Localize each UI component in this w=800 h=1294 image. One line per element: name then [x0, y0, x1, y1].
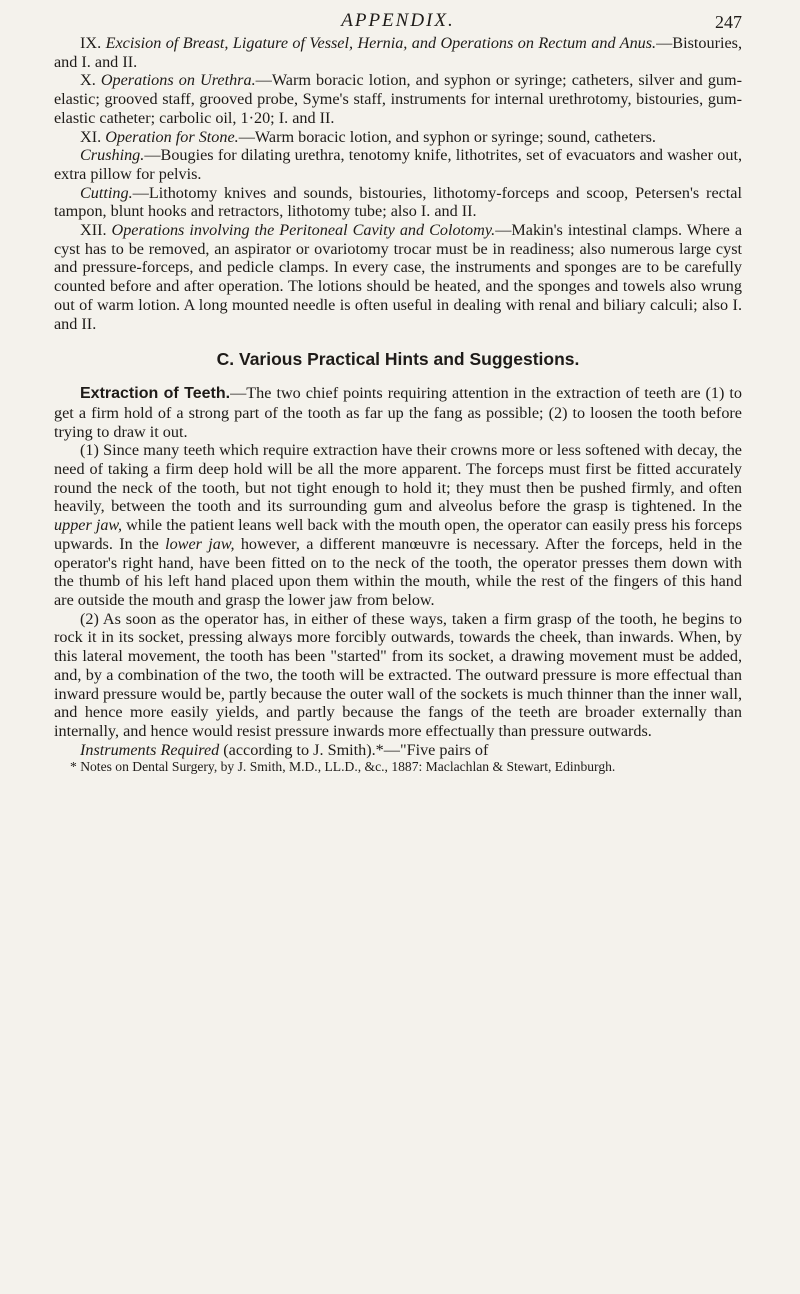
item-number: XII.	[80, 221, 107, 240]
instruments-required	[54, 741, 742, 760]
paragraph-text: —The two chief points requiring attention in the extraction of teeth are (1) to get a firm hold of a strong part of the tooth as far up the fang as possible; (2) to loosen the tooth before trying to draw it out.	[54, 384, 742, 441]
item-title: Excision of Breast, Ligature of Vessel, Hernia, and Operations on Rectum and Anus.	[105, 34, 657, 52]
item-title: Cutting.	[80, 183, 133, 202]
paragraph-lead: Extraction of Teeth.	[80, 385, 231, 403]
extraction-point-2: (2) As soon as the operator has, in either of these ways, taken a firm grasp of the tooth, he begins to rock it in its socket, pressing always more forcibly outwards, towards the cheek, than inwards. When, by this lateral movement, the tooth has been "started" from its socket, a drawing movement must be added, and, by a combination of the two, the tooth will be extracted. The outward pressure is more effectual than inward pressure would be, partly because the outer wall of the sockets is much thinner than the inner wall, and hence more easily yields, and partly because the fangs of the teeth are broader externally than internally, and hence would resist pressure inwards more effectually than pressure outwards.	[54, 609, 742, 740]
item-body: —Bougies for dilating urethra, tenotomy knife, lithotrites, set of evacuators and washer out, extra pillow for pelvis.	[54, 146, 742, 183]
item-crushing	[54, 146, 742, 183]
instruments-label: Instruments Required	[80, 740, 220, 759]
item-title: Operation for Stone.	[105, 127, 239, 146]
item-title: Operations on Urethra.	[100, 71, 256, 90]
item-number: XI.	[80, 127, 102, 146]
emphasis-lower-jaw: lower jaw,	[165, 534, 235, 553]
item-body: —Lithotomy knives and sounds, bistouries, lithotomy-forceps and scoop, Petersen's rectal tampon, blunt hooks and retractors, lithotomy tube; also I. and II.	[54, 183, 742, 221]
instruments-text: (according to J. Smith).*—"Five pairs of	[223, 740, 489, 759]
item-body: —Warm boracic lotion, and syphon or syringe; sound, catheters.	[238, 127, 656, 146]
paragraph-text: (1) Since many teeth which require extraction have their crowns more or less softened with decay, the need of taking a firm deep hold will be all the more apparent. The forceps must first be fitted accurately round the neck of the tooth, but not tight enough to hold it; they must then be pushed firmly, and often heavily, between the tooth and its surrounding gum and alveolus before the grasp is tightened. In the	[54, 441, 742, 516]
item-body: —Warm boracic lotion, and syphon or syringe; catheters, silver and gum-elastic; grooved staff, grooved probe, Syme's staff, instruments for internal urethrotomy, bistouries, gum-elastic catheter; carbolic oil, 1·20; I. and II.	[54, 71, 743, 127]
paragraph-text: however, a different manœuvre is necessary. After the forceps, held in the operator's right hand, have been fitted on to the neck of the tooth, the operator presses them down with the thumb of his left hand placed upon them within the mouth, while the rest of the fingers of this hand are outside the mouth and grasp the lower jaw from below.	[54, 534, 742, 609]
item-title: Operations involving the Peritoneal Cavity and Colotomy.	[111, 221, 496, 240]
emphasis-upper-jaw: upper jaw,	[54, 516, 123, 535]
item-ix	[54, 34, 742, 71]
item-number: IX.	[80, 34, 102, 52]
item-xii	[54, 221, 742, 333]
page-header	[54, 8, 742, 34]
running-head: APPENDIX.	[341, 10, 455, 31]
extraction-intro	[54, 384, 742, 441]
extraction-point-1	[54, 441, 742, 609]
item-number: X.	[80, 71, 96, 90]
item-body: —Bistouries, and I. and II.	[54, 34, 742, 71]
item-title: Crushing.	[80, 146, 145, 165]
item-body: —Makin's intestinal clamps. Where a cyst has to be removed, an aspirator or ovariotomy trocar must be in readiness; also numerous large cyst and pressure-forceps, and pedicle clamps. In every case, the instruments and sponges are to be carefully counted before and after operation. The lotions should be heated, and the sponges and towels also wrung out of warm lotion. A long mounted needle is often useful in dealing with renal and biliary calculi; also I. and II.	[54, 221, 743, 333]
footnote: * Notes on Dental Surgery, by J. Smith, M.D., LL.D., &c., 1887: Maclachlan & Stewart, Edinburgh.	[70, 759, 616, 775]
section-heading: C. Various Practical Hints and Suggestions.	[216, 349, 580, 370]
item-cutting	[54, 184, 742, 221]
paragraph-text: while the patient leans well back with the mouth open, the operator can easily press his forceps upwards. In the	[54, 516, 743, 553]
page-number: 247	[715, 12, 742, 32]
item-x	[54, 71, 742, 127]
item-xi	[54, 128, 742, 147]
